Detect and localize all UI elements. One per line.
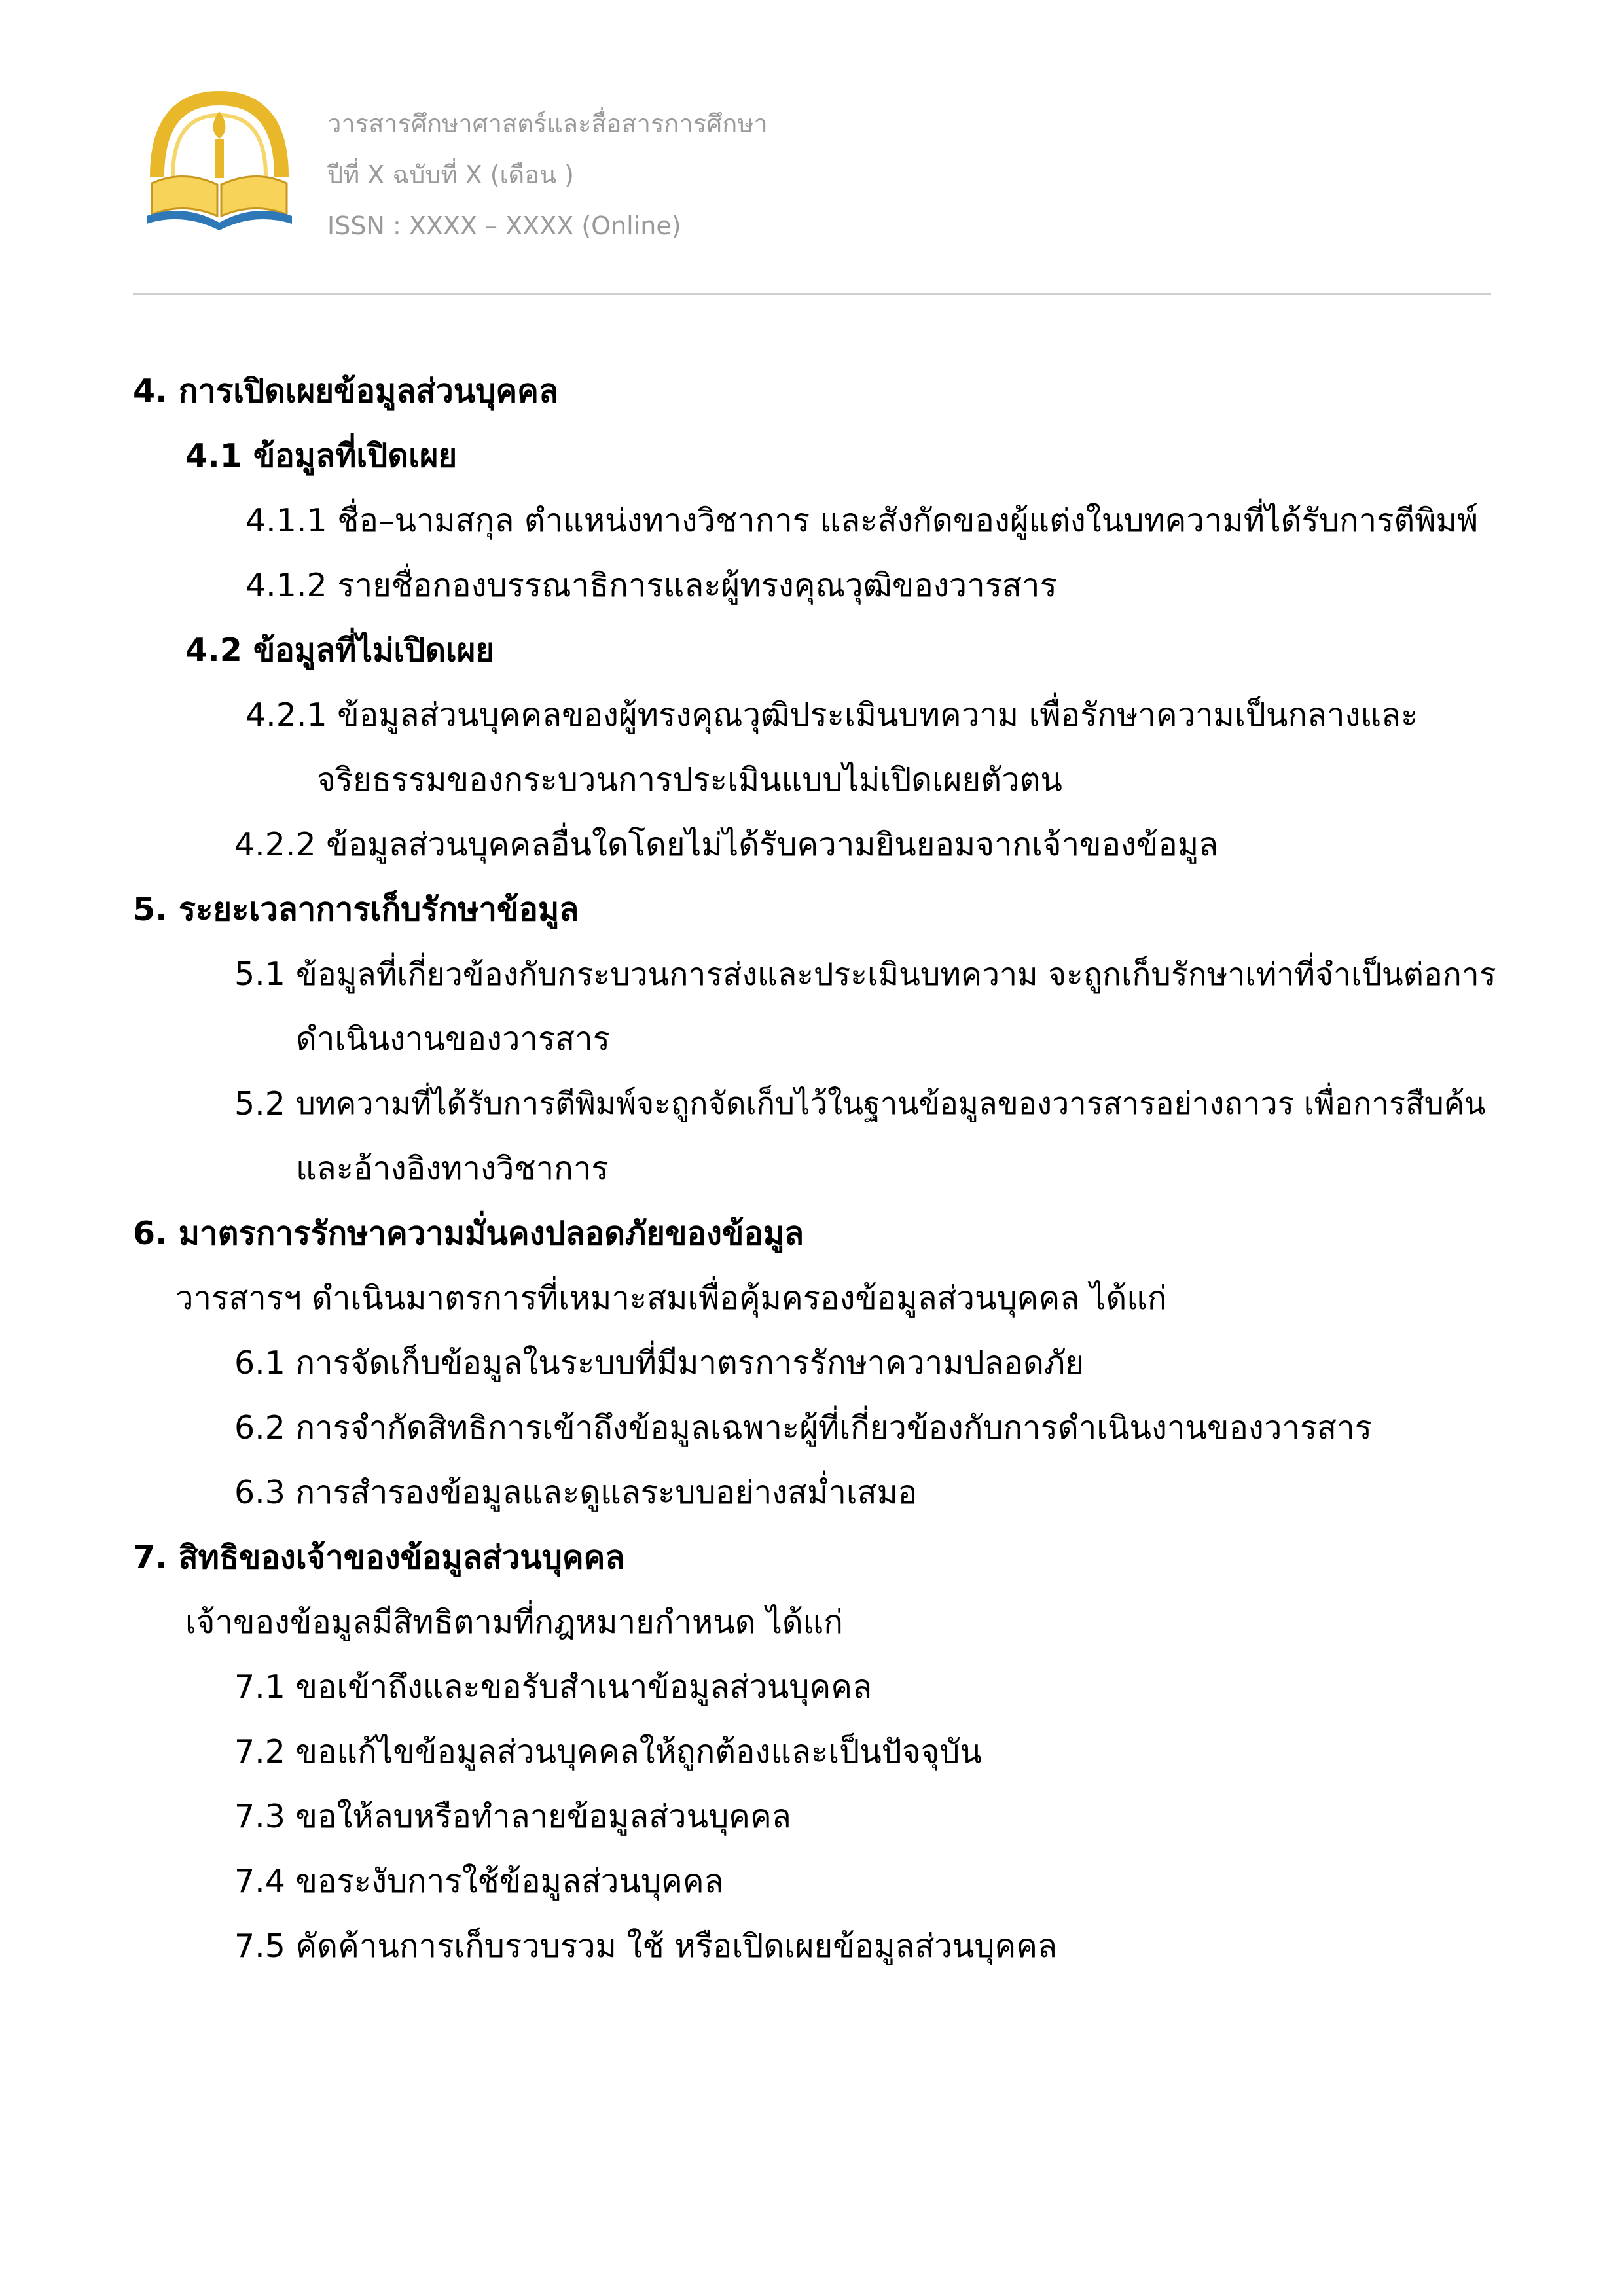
journal-issn: ISSN : XXXX – XXXX (Online) (327, 211, 681, 240)
item-4-1-2: 4.1.2 รายชื่อกองบรรณาธิการและผู้ทรงคุณวุฒิของวารสาร (245, 567, 1057, 604)
section-4-heading: 4. การเปิดเผยข้อมูลส่วนบุคคล (133, 372, 558, 410)
section-4-2-heading: 4.2 ข้อมูลที่ไม่เปิดเผย (185, 632, 495, 669)
item-5-1: ข้อมูลที่เกี่ยวข้องกับกระบวนการส่งและประเมินบทความ จะถูกเก็บรักษาเท่าที่จำเป็นต่อการ (296, 956, 1496, 993)
item-5-2-number: 5.2 (234, 1085, 285, 1122)
item-5-1-cont: ดำเนินงานของวารสาร (296, 1020, 610, 1058)
journal-logo (144, 85, 295, 236)
journal-name: วารสารศึกษาศาสตร์และสื่อสารการศึกษา (327, 109, 768, 138)
section-7-heading: 7. สิทธิของเจ้าของข้อมูลส่วนบุคคล (133, 1539, 625, 1576)
item-4-2-1: 4.2.1 ข้อมูลส่วนบุคคลของผู้ทรงคุณวุฒิประเมินบทความ เพื่อรักษาความเป็นกลางและ (245, 696, 1418, 734)
header-divider (133, 293, 1491, 295)
journal-header (327, 98, 768, 251)
item-7-3: 7.3 ขอให้ลบหรือทำลายข้อมูลส่วนบุคคล (234, 1798, 791, 1835)
section-4-1-heading: 4.1 ข้อมูลที่เปิดเผย (185, 437, 458, 475)
item-4-2-1-cont: จริยธรรมของกระบวนการประเมินแบบไม่เปิดเผยตัวตน (317, 761, 1062, 798)
item-7-5: 7.5 คัดค้านการเก็บรวบรวม ใช้ หรือเปิดเผยข้อมูลส่วนบุคคล (234, 1928, 1058, 1965)
section-5-heading: 5. ระยะเวลาการเก็บรักษาข้อมูล (133, 891, 579, 928)
item-5-2: บทความที่ได้รับการตีพิมพ์จะถูกจัดเก็บไว้ในฐานข้อมูลของวารสารอย่างถาวร เพื่อการสืบค้น (296, 1086, 1486, 1122)
item-6-3: 6.3 การสำรองข้อมูลและดูแลระบบอย่างสม่ำเสมอ (234, 1474, 918, 1511)
item-7-1: 7.1 ขอเข้าถึงและขอรับสำเนาข้อมูลส่วนบุคคล (234, 1668, 873, 1706)
item-7-2: 7.2 ขอแก้ไขข้อมูลส่วนบุคคลให้ถูกต้องและเป็นปัจจุบัน (234, 1733, 982, 1770)
item-7-4: 7.4 ขอระงับการใช้ข้อมูลส่วนบุคคล (234, 1863, 724, 1900)
section-6-heading: 6. มาตรการรักษาความมั่นคงปลอดภัยของข้อมูล (133, 1215, 804, 1252)
item-4-1-1: 4.1.1 ชื่อ–นามสกุล ตำแหน่งทางวิชาการ และสังกัดของผู้แต่งในบทความที่ได้รับการตีพิมพ์ (245, 502, 1479, 539)
section-6-intro: วารสารฯ ดำเนินมาตรการที่เหมาะสมเพื่อคุ้มครองข้อมูลส่วนบุคคล ได้แก่ (175, 1280, 1167, 1317)
item-4-2-2: 4.2.2 ข้อมูลส่วนบุคคลอื่นใดโดยไม่ได้รับความยินยอมจากเจ้าของข้อมูล (234, 826, 1219, 863)
journal-issue: ปีที่ X ฉบับที่ X (เดือน ) (327, 160, 574, 189)
item-6-1: 6.1 การจัดเก็บข้อมูลในระบบที่มีมาตรการรักษาความปลอดภัย (234, 1344, 1084, 1382)
section-7-intro: เจ้าของข้อมูลมีสิทธิตามที่กฎหมายกำหนด ได้แก่ (185, 1604, 843, 1641)
item-6-2: 6.2 การจำกัดสิทธิการเข้าถึงข้อมูลเฉพาะผู้ที่เกี่ยวข้องกับการดำเนินงานของวารสาร (234, 1409, 1372, 1446)
item-5-1-number: 5.1 (234, 956, 285, 993)
item-5-2-cont: และอ้างอิงทางวิชาการ (296, 1150, 609, 1187)
